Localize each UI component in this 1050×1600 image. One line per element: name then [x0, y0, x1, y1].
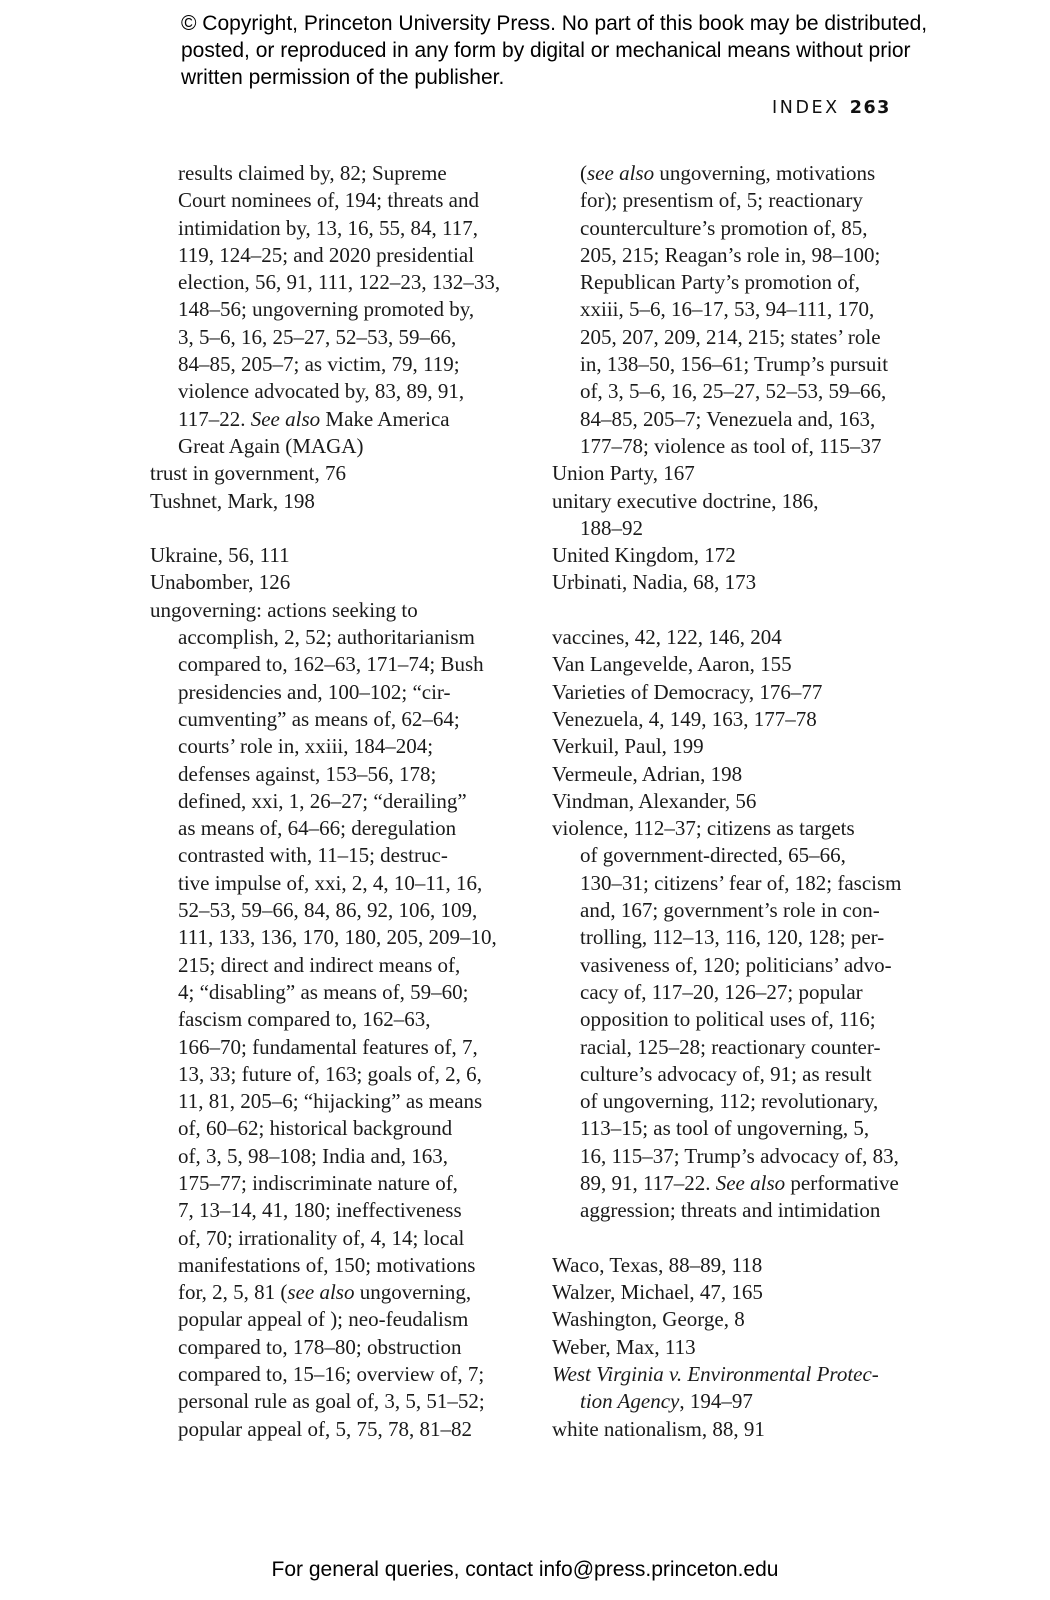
index-line: opposition to political uses of, 116; [580, 1007, 876, 1032]
index-line: of, 70; irrationality of, 4, 14; local [178, 1225, 465, 1250]
index-line: 84–85, 205–7; as victim, 79, 119; [178, 352, 460, 377]
case-title: West Virginia v. Environmental Protec- [552, 1362, 879, 1387]
index-line: 3, 5–6, 16, 25–27, 52–53, 59–66, [178, 324, 457, 349]
index-entry-continued [150, 160, 520, 460]
index-line: 89, 91, 117–22. See also performative [580, 1170, 899, 1195]
index-line: defenses against, 153–56, 178; [178, 761, 437, 786]
index-line: 119, 124–25; and 2020 presidential [178, 242, 475, 267]
index-line: as means of, 64–66; deregulation [178, 816, 457, 841]
index-column-left [150, 160, 520, 1443]
index-line: 84–85, 205–7; Venezuela and, 163, [580, 406, 876, 431]
index-line: aggression; threats and intimidation [580, 1198, 881, 1223]
index-entry-continued [552, 160, 922, 460]
index-line: Republican Party’s promotion of, [580, 270, 860, 295]
index-line: presidencies and, 100–102; “cir- [178, 679, 451, 704]
index-line: 215; direct and indirect means of, [178, 952, 461, 977]
running-head [772, 98, 891, 118]
index-entry-trust: trust in government, 76 [150, 461, 346, 486]
index-line: of ungoverning, 112; revolutionary, [580, 1089, 879, 1114]
index-line: personal rule as goal of, 3, 5, 51–52; [178, 1389, 485, 1414]
index-line: Great Again (MAGA) [178, 433, 364, 458]
index-line: 148–56; ungoverning promoted by, [178, 297, 475, 322]
index-entry-unabomber: Unabomber, 126 [150, 570, 291, 595]
index-line: 130–31; citizens’ fear of, 182; fascism [580, 870, 902, 895]
index-line: manifestations of, 150; motivations [178, 1252, 476, 1277]
index-line: election, 56, 91, 111, 122–23, 132–33, [178, 270, 501, 295]
index-line: 7, 13–14, 41, 180; ineffectiveness [178, 1198, 462, 1223]
index-line: racial, 125–28; reactionary counter- [580, 1034, 881, 1059]
index-line: violence advocated by, 83, 89, 91, [178, 379, 465, 404]
index-line: for); presentism of, 5; reactionary [580, 188, 863, 213]
index-line: 188–92 [580, 515, 643, 540]
index-line: 16, 115–37; Trump’s advocacy of, 83, [580, 1143, 899, 1168]
index-line: 4; “disabling” as means of, 59–60; [178, 979, 469, 1004]
index-line: unitary executive doctrine, 186, [552, 488, 819, 513]
index-line: 111, 133, 136, 170, 180, 205, 209–10, [178, 925, 497, 950]
index-line: of, 60–62; historical background [178, 1116, 453, 1141]
see-also: see also [287, 1280, 355, 1305]
index-line: accomplish, 2, 52; authoritarianism [178, 625, 475, 650]
index-entry-violence [552, 815, 922, 1224]
footer-contact: For general queries, contact info@press.princeton.edu [271, 1558, 779, 1581]
index-line: 166–70; fundamental features of, 7, [178, 1034, 478, 1059]
index-line: and, 167; government’s role in con- [580, 898, 880, 923]
index-entry-walzer: Walzer, Michael, 47, 165 [552, 1280, 763, 1305]
index-entry-weber: Weber, Max, 113 [552, 1334, 696, 1359]
index-entry-varieties: Varieties of Democracy, 176–77 [552, 679, 823, 704]
index-line: of, 3, 5, 98–108; India and, 163, [178, 1143, 449, 1168]
see-also: See also [250, 406, 321, 431]
index-line: intimidation by, 13, 16, 55, 84, 117, [178, 215, 479, 240]
index-line: compared to, 162–63, 171–74; Bush [178, 652, 484, 677]
page-number: 263 [849, 98, 891, 118]
index-entry-vermeule: Vermeule, Adrian, 198 [552, 761, 743, 786]
index-entry-ukraine: Ukraine, 56, 111 [150, 543, 290, 568]
index-line: Court nominees of, 194; threats and [178, 188, 479, 213]
index-line: courts’ role in, xxiii, 184–204; [178, 734, 434, 759]
index-line: cumventing” as means of, 62–64; [178, 706, 460, 731]
index-line: for, 2, 5, 81 (see also ungoverning, [178, 1280, 472, 1305]
index-line: 113–15; as tool of ungoverning, 5, [580, 1116, 870, 1141]
see-also: see also [587, 161, 655, 185]
copyright-notice: © Copyright, Princeton University Press. No part of this book may be distributed, posted, or reproduced in any form by digital or mechanical means without prior written permission of the publisher. [181, 12, 928, 89]
index-entry-white-nationalism: white nationalism, 88, 91 [552, 1416, 765, 1441]
index-line: ungoverning: actions seeking to [150, 597, 418, 622]
index-entry-west-virginia [552, 1361, 922, 1416]
index-line: violence, 112–37; citizens as targets [552, 816, 855, 841]
index-line: counterculture’s promotion of, 85, [580, 215, 868, 240]
index-entry-van-langevelde: Van Langevelde, Aaron, 155 [552, 652, 792, 677]
index-entry-vindman: Vindman, Alexander, 56 [552, 788, 757, 813]
index-entry-united-kingdom: United Kingdom, 172 [552, 543, 736, 568]
index-line: 11, 81, 205–6; “hijacking” as means [178, 1089, 483, 1114]
index-line: vasiveness of, 120; politicians’ advo- [580, 952, 892, 977]
index-line [552, 1361, 922, 1388]
index-line: 52–53, 59–66, 84, 86, 92, 106, 109, [178, 898, 478, 923]
index-line: defined, xxi, 1, 26–27; “derailing” [178, 788, 467, 813]
index-line: compared to, 178–80; obstruction [178, 1334, 462, 1359]
index-line: trolling, 112–13, 116, 120, 128; per- [580, 925, 885, 950]
index-line: (see also ungoverning, motivations [580, 161, 876, 185]
index-line: compared to, 15–16; overview of, 7; [178, 1362, 485, 1387]
index-line: 205, 215; Reagan’s role in, 98–100; [580, 242, 881, 267]
index-line: 13, 33; future of, 163; goals of, 2, 6, [178, 1061, 482, 1086]
index-entry-venezuela: Venezuela, 4, 149, 163, 177–78 [552, 706, 817, 731]
index-line: cacy of, 117–20, 126–27; popular [580, 979, 863, 1004]
index-entry-washington: Washington, George, 8 [552, 1307, 745, 1332]
index-entry-tushnet: Tushnet, Mark, 198 [150, 488, 315, 513]
case-title: tion Agency [580, 1389, 680, 1414]
section-title: INDEX [772, 98, 840, 118]
index-line: contrasted with, 11–15; destruc- [178, 843, 448, 868]
index-line: results claimed by, 82; Supreme [178, 161, 447, 185]
index-entry-vaccines: vaccines, 42, 122, 146, 204 [552, 625, 782, 650]
index-line: fascism compared to, 162–63, [178, 1007, 431, 1032]
index-line: culture’s advocacy of, 91; as result [580, 1061, 872, 1086]
index-line: of, 3, 5–6, 16, 25–27, 52–53, 59–66, [580, 379, 887, 404]
index-entry-urbinati: Urbinati, Nadia, 68, 173 [552, 570, 757, 595]
index-line: 117–22. See also Make America [178, 406, 450, 431]
index-line: tion Agency, 194–97 [580, 1389, 753, 1414]
index-line: 177–78; violence as tool of, 115–37 [580, 433, 882, 458]
index-entry-verkuil: Verkuil, Paul, 199 [552, 734, 704, 759]
index-line: in, 138–50, 156–61; Trump’s pursuit [580, 352, 889, 377]
index-entry-waco: Waco, Texas, 88–89, 118 [552, 1252, 763, 1277]
index-entry-union-party: Union Party, 167 [552, 461, 695, 486]
index-line: xxiii, 5–6, 16–17, 53, 94–111, 170, [580, 297, 875, 322]
see-also: See also [715, 1170, 786, 1195]
index-entry-ungoverning [150, 597, 520, 1443]
index-line: 175–77; indiscriminate nature of, [178, 1170, 458, 1195]
index-line: of government-directed, 65–66, [580, 843, 846, 868]
index-line: tive impulse of, xxi, 2, 4, 10–11, 16, [178, 870, 483, 895]
index-column-right [552, 160, 922, 1443]
index-line: popular appeal of, 5, 75, 78, 81–82 [178, 1416, 472, 1441]
index-line: 205, 207, 209, 214, 215; states’ role [580, 324, 881, 349]
index-entry-unitary-executive [552, 488, 922, 543]
index-line: popular appeal of ); neo-feudalism [178, 1307, 469, 1332]
